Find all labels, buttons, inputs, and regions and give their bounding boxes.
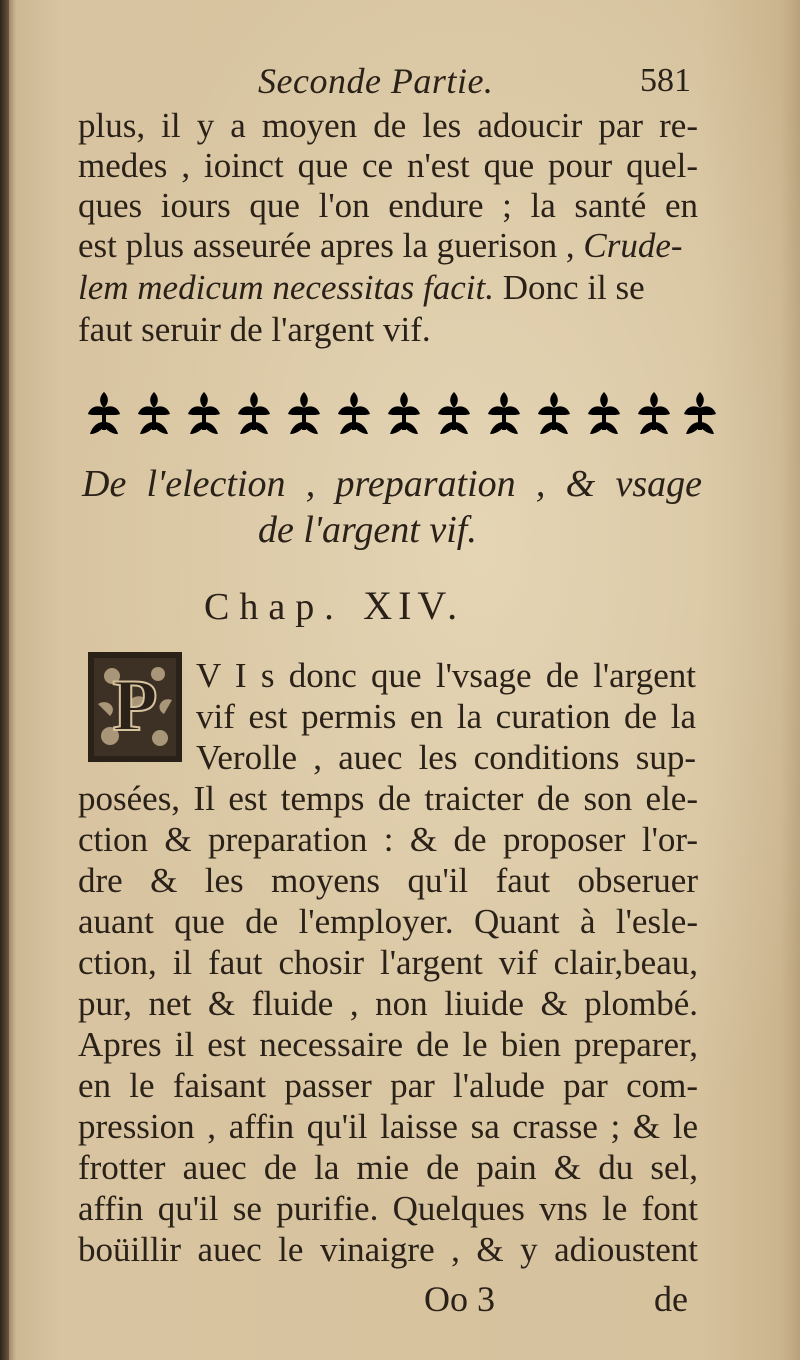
text-line [78, 226, 698, 266]
chapter-number [204, 582, 463, 629]
text-line: ques iours que l'on endure ; la santé en [78, 186, 698, 225]
fleuron-band-icon [84, 384, 720, 444]
text-line: boüillir auec le vinaigre , & y adioustent [78, 1230, 698, 1269]
text-line: frotter auec de la mie de pain & du sel, [78, 1148, 698, 1187]
latin-quote: lem medicum necessitas facit. [78, 268, 495, 307]
text-line: medes , ioinct que ce n'est que pour quel- [78, 146, 698, 185]
text-line: pression , affin qu'il laisse sa crasse ; & le [78, 1107, 698, 1146]
text-line: ction, il faut chosir l'argent vif clair,beau, [78, 943, 698, 982]
drop-cap-letter: P [112, 665, 158, 747]
chapter-heading-line-1: De l'election , preparation , & vsage [82, 463, 702, 505]
page-header [0, 52, 800, 112]
page-spine-edge [0, 0, 9, 1360]
text-line: plus, il y a moyen de les adoucir par re- [78, 106, 698, 145]
signature-mark: Oo 3 [424, 1279, 495, 1319]
text-line [78, 268, 698, 308]
text-span: est plus asseurée apres la guerison , [78, 226, 575, 265]
text-line: Apres il est necessaire de le bien preparer, [78, 1025, 698, 1064]
text-line: ction & preparation : & de proposer l'or- [78, 820, 698, 859]
latin-quote: Crude- [583, 226, 683, 265]
text-line: V I s donc que l'vsage de l'argent [196, 656, 696, 695]
chapter-heading-line-2: de l'argent vif. [258, 509, 477, 551]
text-line: en le faisant passer par l'alude par com- [78, 1066, 698, 1105]
chapter-roman: XIV. [363, 583, 464, 628]
running-title: Seconde Partie. [258, 61, 494, 101]
text-line: faut seruir de l'argent vif. [78, 310, 431, 349]
text-line: dre & les moyens qu'il faut obseruer [78, 861, 698, 900]
text-line: Verolle , auec les conditions sup- [196, 738, 696, 777]
catchword: de [654, 1279, 688, 1319]
text-span: Donc il se [502, 268, 645, 307]
text-line: posées, Il est temps de traicter de son ele- [78, 779, 698, 818]
page-number: 581 [640, 62, 691, 99]
chapter-label: Chap. [204, 586, 344, 628]
text-line: pur, net & fluide , non liuide & plombé. [78, 984, 698, 1023]
decorated-initial-icon [88, 652, 182, 762]
text-line: affin qu'il se purifie. Quelques vns le font [78, 1189, 698, 1228]
text-line: vif est permis en la curation de la [196, 697, 696, 736]
text-line: auant que de l'employer. Quant à l'esle- [78, 902, 698, 941]
